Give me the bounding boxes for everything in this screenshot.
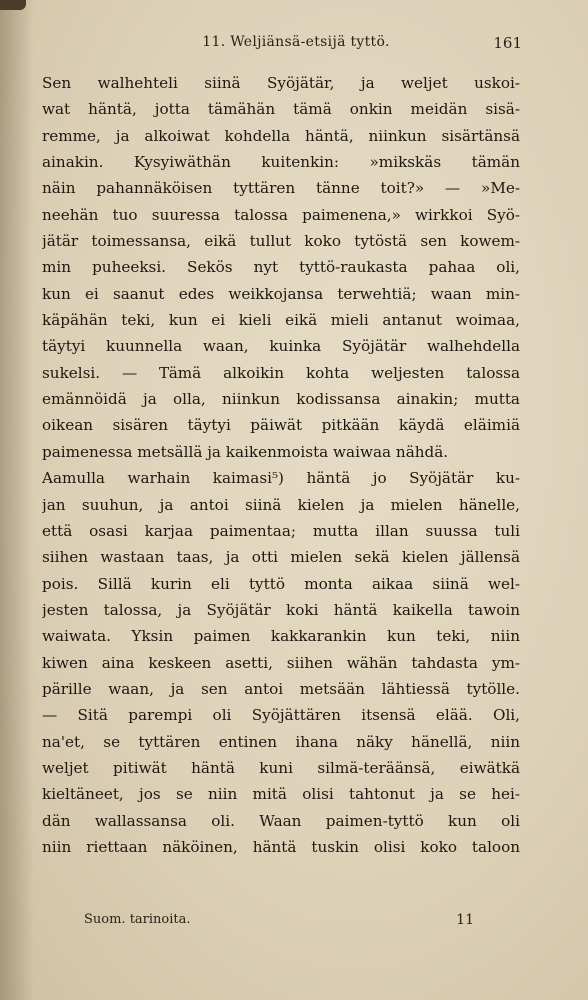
text-line: emännöidä ja olla, niinkun kodissansa ainakin; mutta — [42, 390, 520, 409]
text-line: waiwata. Yksin paimen kakkarankin kun teki, niin — [42, 627, 520, 646]
text-line: dän wallassansa oli. Waan paimen-tyttö kun oli — [42, 811, 520, 830]
text-line: täytyi kuunnella waan, kuinka Syöjätär walhehdella — [42, 337, 520, 356]
text-line: sukelsi. — Tämä alkoikin kohta weljesten talossa — [42, 363, 520, 382]
text-line: niin riettaan näköinen, häntä tuskin olisi koko taloon — [42, 837, 520, 856]
page-gutter-shadow — [0, 0, 34, 1000]
text-line: ainakin. Kysyiwäthän kuitenkin: »mikskäs tämän — [42, 153, 520, 172]
text-line: käpähän teki, kun ei kieli eikä mieli antanut woimaa, — [42, 311, 520, 330]
text-line: weljet pitiwät häntä kuni silmä-teräänsä, eiwätkä — [42, 758, 520, 777]
running-header — [70, 34, 522, 58]
text-line: jan suuhun, ja antoi siinä kielen ja mielen hänelle, — [42, 495, 520, 514]
text-line: oikean sisären täytyi päiwät pitkään käydä eläimiä — [42, 416, 520, 435]
running-header-title: 11. Weljiänsä-etsijä tyttö. — [202, 34, 390, 50]
text-line: siihen wastaan taas, ja otti mielen sekä kielen jällensä — [42, 548, 520, 567]
text-line: kun ei saanut edes weikkojansa terwehtiä; waan min- — [42, 284, 520, 303]
page-corner-edge — [0, 0, 26, 10]
page-number: 161 — [493, 34, 522, 52]
text-line: wat häntä, jotta tämähän tämä onkin meidän sisä- — [42, 100, 520, 119]
text-line: Aamulla warhain kaimasi⁵) häntä jo Syöjätär ku- — [42, 469, 520, 488]
text-line: neehän tuo suuressa talossa paimenena,» wirkkoi Syö- — [42, 205, 520, 224]
text-line: min puheeksi. Sekös nyt tyttö-raukasta pahaa oli, — [42, 258, 520, 277]
page-footer — [84, 912, 474, 934]
text-line: Sen walhehteli siinä Syöjätär, ja weljet uskoi- — [42, 74, 520, 92]
text-line: kiwen aina keskeen asetti, siihen wähän tahdasta ym- — [42, 653, 520, 672]
printer-signature-label: Suom. tarinoita. — [84, 912, 191, 927]
printer-signature-number: 11 — [456, 912, 474, 928]
text-line: jesten talossa, ja Syöjätär koki häntä kaikella tawoin — [42, 600, 520, 619]
body-text — [42, 70, 520, 860]
text-line: pärille waan, ja sen antoi metsään lähtiessä tytölle. — [42, 679, 520, 698]
text-line: että osasi karjaa paimentaa; mutta illan suussa tuli — [42, 521, 520, 540]
text-line: näin pahannäköisen tyttären tänne toit?» — »Me- — [42, 179, 520, 198]
text-line: jätär toimessansa, eikä tullut koko tytöstä sen kowem- — [42, 232, 520, 251]
text-line: pois. Sillä kurin eli tyttö monta aikaa siinä wel- — [42, 574, 520, 593]
text-line: na'et, se tyttären entinen ihana näky hänellä, niin — [42, 732, 520, 751]
text-line: remme, ja alkoiwat kohdella häntä, niinkun sisärtänsä — [42, 126, 520, 145]
text-line: kieltäneet, jos se niin mitä olisi tahtonut ja se hei- — [42, 785, 520, 804]
text-line: — Sitä parempi oli Syöjättären itsensä elää. Oli, — [42, 706, 520, 725]
text-line: paimenessa metsällä ja kaikenmoista waiwaa nähdä. — [42, 442, 449, 461]
